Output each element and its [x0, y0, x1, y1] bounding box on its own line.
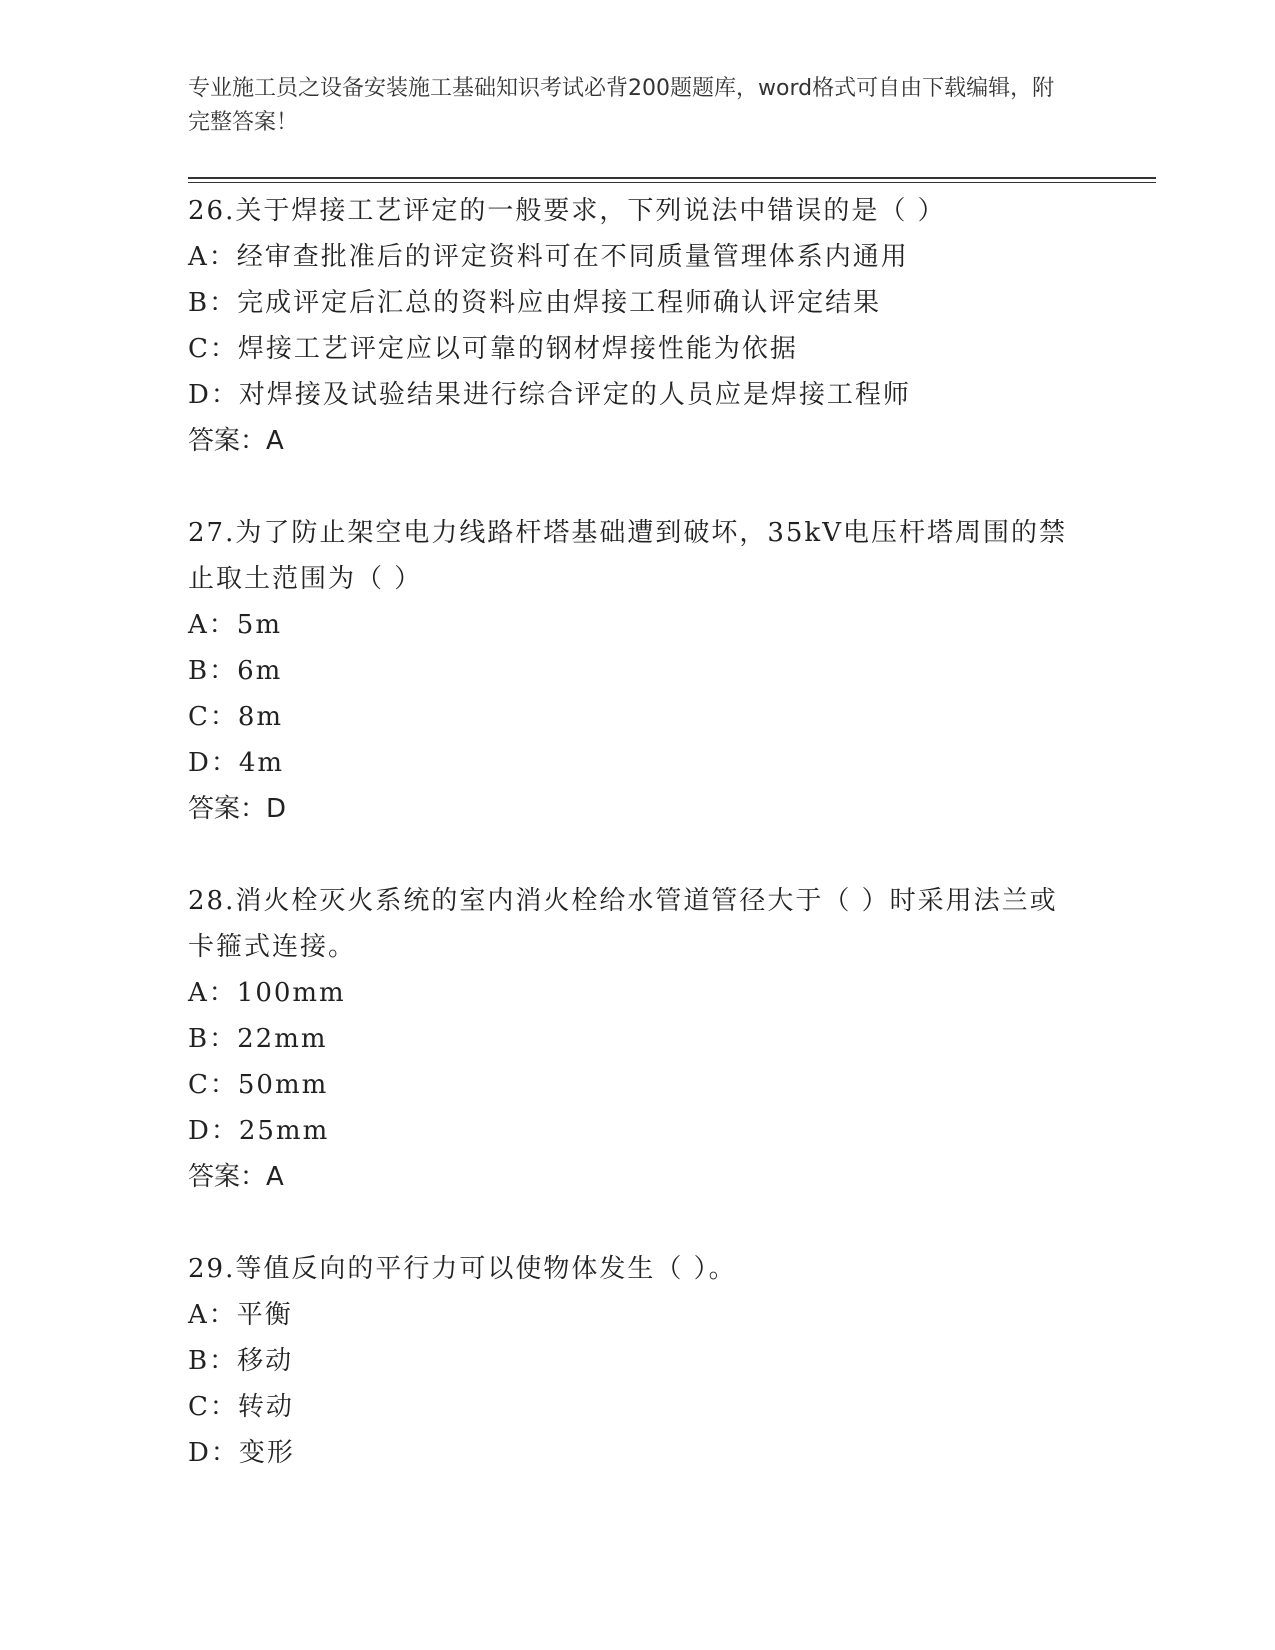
option-b: B：移动 — [188, 1346, 294, 1376]
answer: 答案：A — [188, 426, 284, 456]
option-d: D：25mm — [188, 1116, 330, 1146]
answer: 答案：D — [188, 794, 287, 824]
option-b: B：22mm — [188, 1024, 328, 1054]
question-29 — [188, 1246, 1088, 1476]
question-27 — [188, 510, 1088, 832]
question-stem: 29.等值反向的平行力可以使物体发生（ ）。 — [188, 1254, 737, 1284]
question-stem: 26.关于焊接工艺评定的一般要求，下列说法中错误的是（ ） — [188, 196, 946, 226]
option-c: C：转动 — [188, 1392, 294, 1422]
option-d: D：对焊接及试验结果进行综合评定的人员应是焊接工程师 — [188, 380, 911, 410]
option-d: D：4m — [188, 748, 285, 778]
question-26 — [188, 188, 1088, 464]
option-a: A：100mm — [188, 978, 346, 1008]
option-c: C：8m — [188, 702, 284, 732]
question-list — [188, 188, 1088, 1522]
option-a: A：经审查批准后的评定资料可在不同质量管理体系内通用 — [188, 242, 909, 272]
question-28 — [188, 878, 1088, 1200]
document-header: 专业施工员之设备安装施工基础知识考试必背200题题库，word格式可自由下载编辑，附完整答案！ — [188, 76, 1055, 135]
option-c: C：50mm — [188, 1070, 329, 1100]
option-d: D：变形 — [188, 1438, 295, 1468]
question-stem: 27.为了防止架空电力线路杆塔基础遭到破坏，35kV电压杆塔周围的禁止取土范围为（ ） — [188, 518, 1067, 594]
header-rule-thick — [188, 177, 1156, 179]
option-c: C：焊接工艺评定应以可靠的钢材焊接性能为依据 — [188, 334, 798, 364]
option-a: A：平衡 — [188, 1300, 293, 1330]
option-b: B：完成评定后汇总的资料应由焊接工程师确认评定结果 — [188, 288, 882, 318]
option-b: B：6m — [188, 656, 283, 686]
header-rule-thin — [188, 182, 1156, 183]
answer: 答案：A — [188, 1162, 284, 1192]
option-a: A：5m — [188, 610, 282, 640]
question-stem: 28.消火栓灭火系统的室内消火栓给水管道管径大于（ ）时采用法兰或卡箍式连接。 — [188, 886, 1058, 962]
